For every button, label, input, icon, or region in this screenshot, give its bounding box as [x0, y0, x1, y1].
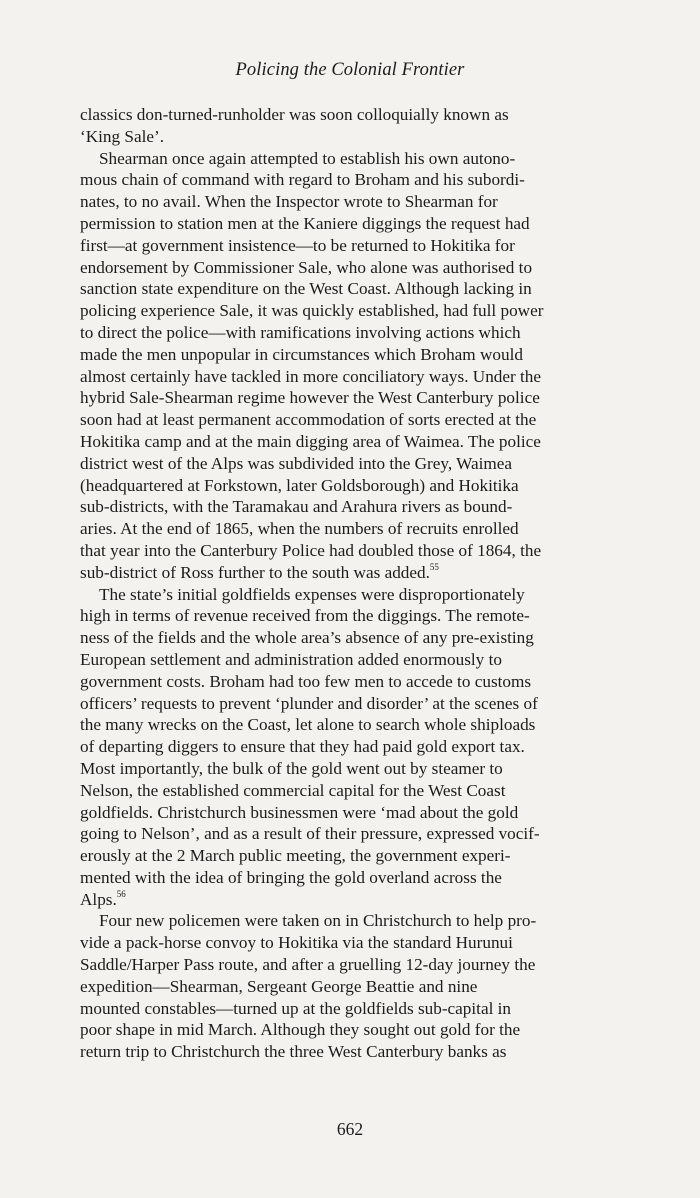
text-line: the many wrecks on the Coast, let alone to search whole shiploads — [80, 715, 536, 735]
paragraph — [80, 148, 650, 584]
text-line: Most importantly, the bulk of the gold went out by steamer to — [80, 758, 503, 778]
text-line: first—at government insistence—to be returned to Hokitika for — [80, 235, 515, 255]
text-line: to direct the police—with ramifications involving actions which — [80, 322, 521, 342]
text-line: endorsement by Commissioner Sale, who alone was authorised to — [80, 257, 533, 277]
text-line: almost certainly have tackled in more conciliatory ways. Under the — [80, 366, 542, 386]
page-number: 662 — [336, 1119, 364, 1139]
text-line: hybrid Sale-Shearman regime however the West Canterbury police — [80, 388, 540, 408]
text-line: Alps. — [80, 889, 117, 909]
text-line: high in terms of revenue received from the diggings. The remote- — [80, 606, 530, 626]
text-line: classics don-turned-runholder was soon colloquially known as — [80, 105, 509, 124]
text-line: return trip to Christchurch the three West Canterbury banks as — [80, 1042, 507, 1062]
text-line: vide a pack-horse convoy to Hokitika via the standard Hurunui — [80, 933, 513, 953]
paragraph — [80, 584, 650, 911]
text-line: officers’ requests to prevent ‘plunder and disorder’ at the scenes of — [80, 693, 538, 713]
footnote-reference[interactable]: 55 — [429, 562, 439, 572]
text-line: Four new policemen were taken on in Christchurch to help pro- — [99, 911, 537, 931]
text-line: ‘King Sale’. — [80, 126, 165, 146]
text-line: Hokitika camp and at the main digging area of Waimea. The police — [80, 431, 541, 451]
text-line: that year into the Canterbury Police had doubled those of 1864, the — [80, 540, 542, 560]
text-line: ness of the fields and the whole area’s absence of any pre-existing — [80, 628, 534, 648]
running-head: Policing the Colonial Frontier — [235, 60, 465, 80]
text-line: Shearman once again attempted to establish his own autono- — [99, 148, 516, 168]
text-line: erously at the 2 March public meeting, the government experi- — [80, 846, 511, 866]
text-line: nates, to no avail. When the Inspector wrote to Shearman for — [80, 192, 498, 212]
text-line: Saddle/Harper Pass route, and after a gruelling 12-day journey the — [80, 955, 536, 975]
text-line: (headquartered at Forkstown, later Goldsborough) and Hokitika — [80, 475, 519, 495]
text-line: aries. At the end of 1865, when the numbers of recruits enrolled — [80, 519, 519, 539]
text-line: policing experience Sale, it was quickly established, had full power — [80, 301, 544, 321]
text-line: mous chain of command with regard to Broham and his subordi- — [80, 170, 525, 190]
text-line: sub-districts, with the Taramakau and Arahura rivers as bound- — [80, 497, 513, 517]
text-line: poor shape in mid March. Although they sought out gold for the — [80, 1020, 521, 1040]
text-line: government costs. Broham had too few men to accede to customs — [80, 671, 532, 691]
text-line: mounted constables—turned up at the goldfields sub-capital in — [80, 998, 512, 1018]
text-line: soon had at least permanent accommodation of sorts erected at the — [80, 410, 537, 430]
text-line: European settlement and administration added enormously to — [80, 649, 502, 669]
text-line: Nelson, the established commercial capital for the West Coast — [80, 780, 506, 800]
text-line: sub-district of Ross further to the south was added. — [80, 562, 430, 582]
paragraph — [80, 104, 650, 148]
text-line: permission to station men at the Kaniere diggings the request had — [80, 213, 530, 233]
text-line: The state’s initial goldfields expenses were disproportionately — [99, 584, 525, 604]
body-text — [80, 104, 650, 1063]
paragraph — [80, 910, 650, 1063]
text-line: made the men unpopular in circumstances which Broham would — [80, 344, 523, 364]
footnote-reference[interactable]: 56 — [116, 888, 126, 899]
text-line: expedition—Shearman, Sergeant George Beattie and nine — [80, 976, 478, 996]
text-line: going to Nelson’, and as a result of their pressure, expressed vocif- — [80, 824, 540, 844]
text-line: sanction state expenditure on the West Coast. Although lacking in — [80, 279, 532, 299]
text-line: district west of the Alps was subdivided into the Grey, Waimea — [80, 453, 513, 473]
text-line: goldfields. Christchurch businessmen were ‘mad about the gold — [80, 802, 519, 822]
text-line: mented with the idea of bringing the gold overland across the — [80, 867, 502, 887]
text-line: of departing diggers to ensure that they had paid gold export tax. — [80, 737, 525, 757]
